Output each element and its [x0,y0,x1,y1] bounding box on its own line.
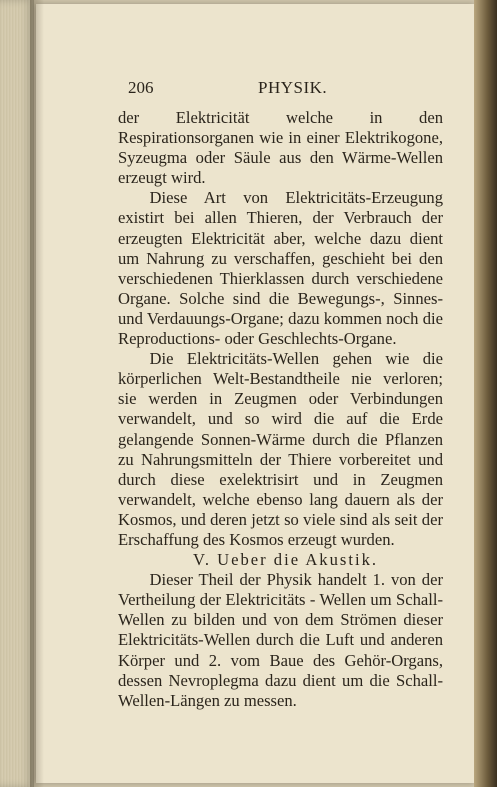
running-head: PHYSIK. [258,78,328,97]
page-block-edges [0,0,34,787]
page-header [128,78,443,100]
paragraph: Diese Art von Elektricitäts-Erzeugung existirt bei allen Thieren, der Verbrauch der erzeugten Elektricität aber, welche dazu dient um Nahrung zu verschaffen, geschieht bei den verschiedenen Thierklassen durch verschiedene Organe. Solche sind die Bewegungs-, Sinnes- und Verdauungs-Organe; dazu kommen noch die Reproductions- oder Geschlechts-Organe. [118,188,443,349]
right-page-edge [474,0,497,787]
paragraph: Dieser Theil der Physik handelt 1. von der Vertheilung der Elektricitäts - Wellen um Schall-Wellen zu bilden und von dem Strömen dieser Elektricitäts-Wellen durch die Luft und anderen Körper und 2. vom Baue des Gehör-Organs, dessen Nevroplegma dazu dient um die Schall-Wellen-Längen zu messen. [118,570,443,710]
section-title: V. Ueber die Akustik. [192,550,379,570]
page-number: 206 [128,78,154,97]
paragraph: Die Elektricitäts-Wellen gehen wie die körperlichen Welt-Bestandtheile nie verloren; sie werden in Zeugmen oder Verbindungen verwandelt, und so wird die auf die Erde gelangende Sonnen-Wärme durch die Pflanzen zu Nahrungsmitteln der Thiere vorbereitet und durch diese exelektrisirt und in Zeugmen verwandelt, welche ebenso lang dauern als der Kosmos, und deren jetzt so viele sind als seit der Erschaffung des Kosmos erzeugt wurden. [118,349,443,549]
paragraph: der Elektricität welche in den Respirationsorganen wie in einer Elektrikogone, Syzeugma oder Säule aus den Wärme-Wellen erzeugt wird. [118,108,443,188]
body-text [118,108,443,711]
spine-shadow [30,0,44,787]
